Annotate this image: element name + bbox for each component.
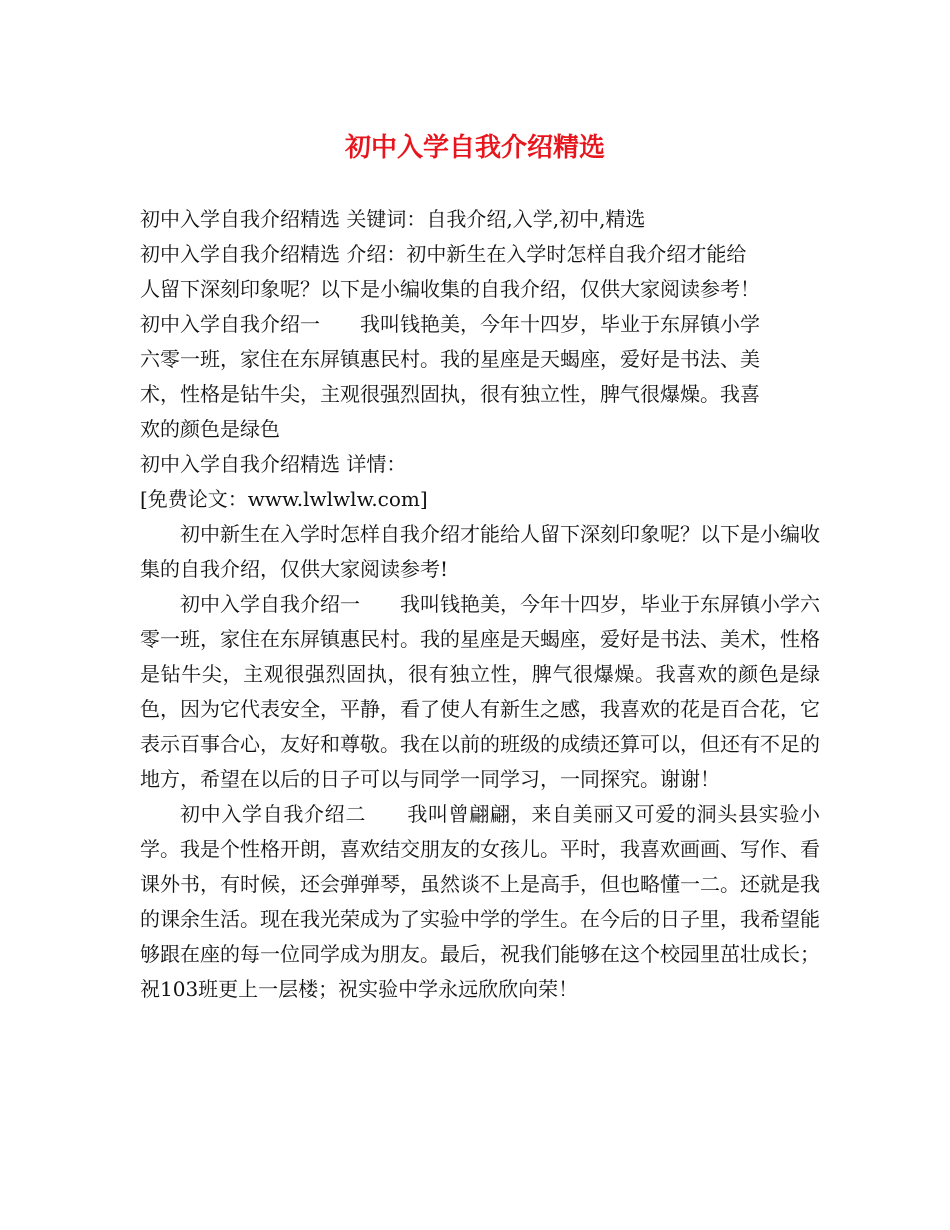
paragraph-intro: 初中新生在入学时怎样自我介绍才能给人留下深刻印象呢？以下是小编收集的自我介绍，仅供大家阅读参考! [140,522,820,581]
summary-line: 六零一班，家住在东屏镇惠民村。我的星座是天蝎座，爱好是书法、美 [140,347,760,371]
keywords-line: 初中入学自我介绍精选 关键词：自我介绍,入学,初中,精选 [140,207,646,231]
document-body [140,202,820,1007]
intro-line: 人留下深刻印象呢？以下是小编收集的自我介绍，仅供大家阅读参考！ [140,277,760,301]
paragraph-introduction-one: 初中入学自我介绍一 我叫钱艳美，今年十四岁，毕业于东屏镇小学六零一班，家住在东屏镇惠民村。我的星座是天蝎座，爱好是书法、美术，性格是钻牛尖，主观很强烈固执，很有独立性，脾气很爆燥。我喜欢的颜色是绿色，因为它代表安全，平静，看了使人有新生之感，我喜欢的花是百合花，它表示百事合心，友好和尊敬。我在以前的班级的成绩还算可以，但还有不足的地方，希望在以后的日子可以与同学一同学习，一同探究。谢谢！ [140,592,820,791]
source-link-text: [免费论文：www.lwlwlw.com] [140,487,428,511]
paragraph-introduction-two: 初中入学自我介绍二 我叫曾翩翩，来自美丽又可爱的洞头县实验小学。我是个性格开朗，喜欢结交朋友的女孩儿。平时，我喜欢画画、写作、看课外书，有时候，还会弹弹琴，虽然谈不上是高手，但也略懂一二。还就是我的课余生活。现在我光荣成为了实验中学的学生。在今后的日子里，我希望能够跟在座的每一位同学成为朋友。最后，祝我们能够在这个校园里茁壮成长；祝103班更上一层楼；祝实验中学永远欣欣向荣！ [140,802,820,1001]
page-title: 初中入学自我介绍精选 [344,133,605,163]
intro-line: 初中入学自我介绍精选 介绍：初中新生在入学时怎样自我介绍才能给 [140,242,747,266]
details-label: 初中入学自我介绍精选 详情： [140,452,407,476]
summary-line: 欢的颜色是绿色 [140,417,280,441]
summary-line: 初中入学自我介绍一 我叫钱艳美，今年十四岁，毕业于东屏镇小学 [140,312,760,336]
summary-line: 术，性格是钻牛尖，主观很强烈固执，很有独立性，脾气很爆燥。我喜 [140,382,760,406]
